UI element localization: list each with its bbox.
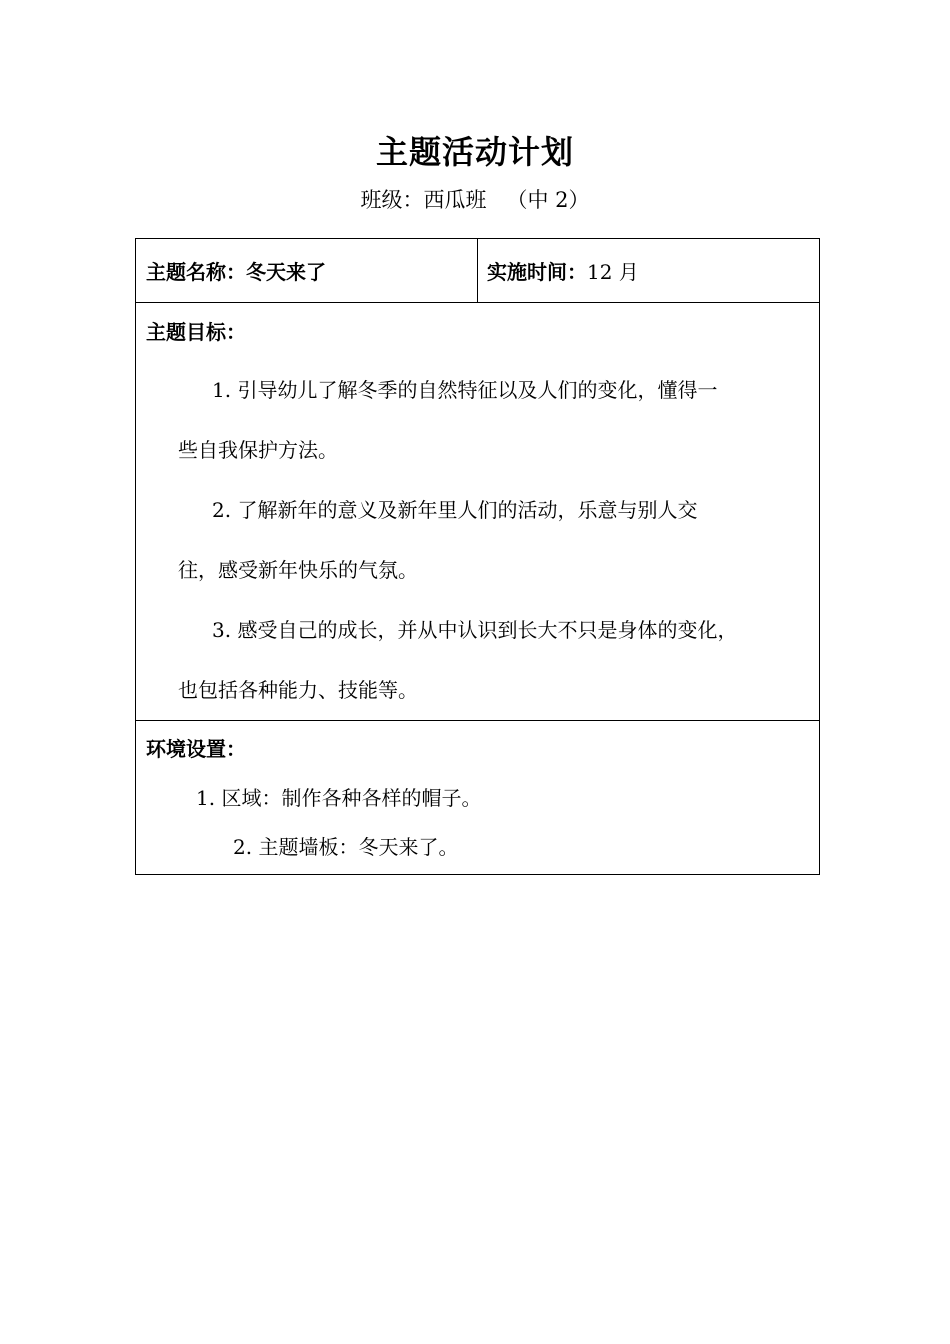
goals-label: 主题目标： — [146, 320, 246, 344]
goal-line: 3. 感受自己的成长，并从中认识到长大不只是身体的变化， — [212, 618, 738, 642]
class-line — [0, 184, 950, 216]
goal-line: 1. 引导幼儿了解冬季的自然特征以及人们的变化，懂得一 — [212, 378, 718, 402]
theme-name-label: 主题名称： — [146, 260, 246, 284]
goal-line: 2. 了解新年的意义及新年里人们的活动，乐意与别人交 — [212, 498, 698, 522]
time-cell — [478, 239, 819, 302]
header-row — [136, 239, 819, 302]
time-value: 12 月 — [587, 260, 639, 284]
goal-line: 些自我保护方法。 — [178, 438, 338, 462]
environment-line: 2. 主题墙板：冬天来了。 — [233, 835, 459, 859]
environment-label: 环境设置： — [146, 737, 246, 761]
time-label: 实施时间： — [487, 260, 587, 284]
plan-table — [135, 238, 820, 875]
environment-row — [136, 720, 819, 874]
class-label: 班级： — [360, 188, 424, 212]
goal-line: 往，感受新年快乐的气氛。 — [178, 558, 418, 582]
goals-row — [136, 302, 819, 720]
class-name: 西瓜班 — [423, 188, 487, 212]
theme-name-cell — [136, 239, 478, 302]
page-title: 主题活动计划 — [375, 133, 574, 171]
class-group: （中 2） — [506, 188, 590, 212]
theme-name-value: 冬天来了 — [246, 260, 326, 284]
goal-line: 也包括各种能力、技能等。 — [178, 678, 418, 702]
environment-line: 1. 区域：制作各种各样的帽子。 — [196, 786, 482, 810]
